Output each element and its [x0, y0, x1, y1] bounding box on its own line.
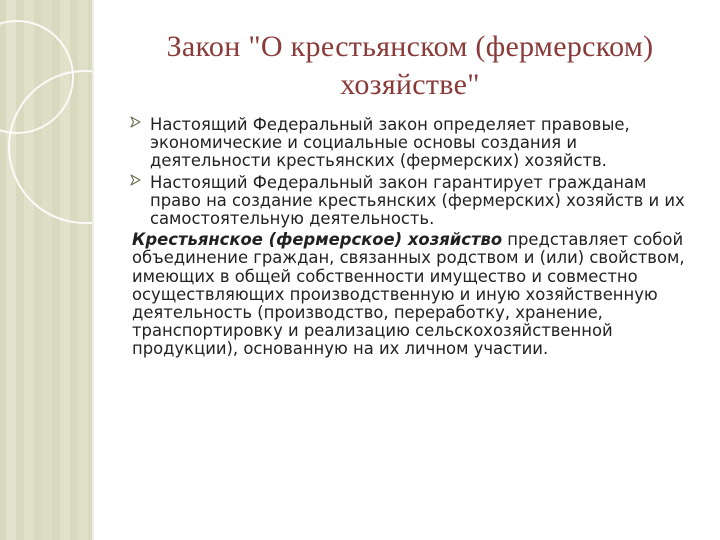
sidebar-divider [92, 0, 94, 540]
slide-content-area [100, 0, 720, 540]
definition-term: Крестьянское (фермерское) хозяйство [132, 230, 503, 250]
slide-body [130, 116, 700, 359]
bullet-text: Настоящий Федеральный закон определяет правовые, экономические и социальные основы создания и деятельности крестьянских (фермерских) хозяйств. [150, 115, 630, 171]
definition-text: представляет собой объединение граждан, связанных родством и (или) свойством, имеющих в общей собственности имущество и совместно осуществляющих производственную и иную хозяйственную деятельность (производство, переработку, хранение, транспортировку и реализацию сельскохозяйственной продукции), основанную на их личном участии. [132, 230, 685, 359]
bullet-item [130, 116, 700, 171]
bullet-text: Настоящий Федеральный закон гарантирует гражданам право на создание крестьянских (фермерских) хозяйств и их самостоятельную деятельность. [150, 172, 685, 229]
arrow-bullet-icon [130, 174, 146, 192]
title-line-2: хозяйстве" [340, 68, 480, 101]
decorative-sidebar [0, 0, 92, 540]
arrow-bullet-icon [130, 116, 146, 134]
title-line-1: Закон "О крестьянском (фермерском) [166, 30, 654, 63]
bullet-item [130, 174, 700, 229]
slide-title [100, 28, 720, 104]
definition-paragraph [130, 231, 700, 358]
